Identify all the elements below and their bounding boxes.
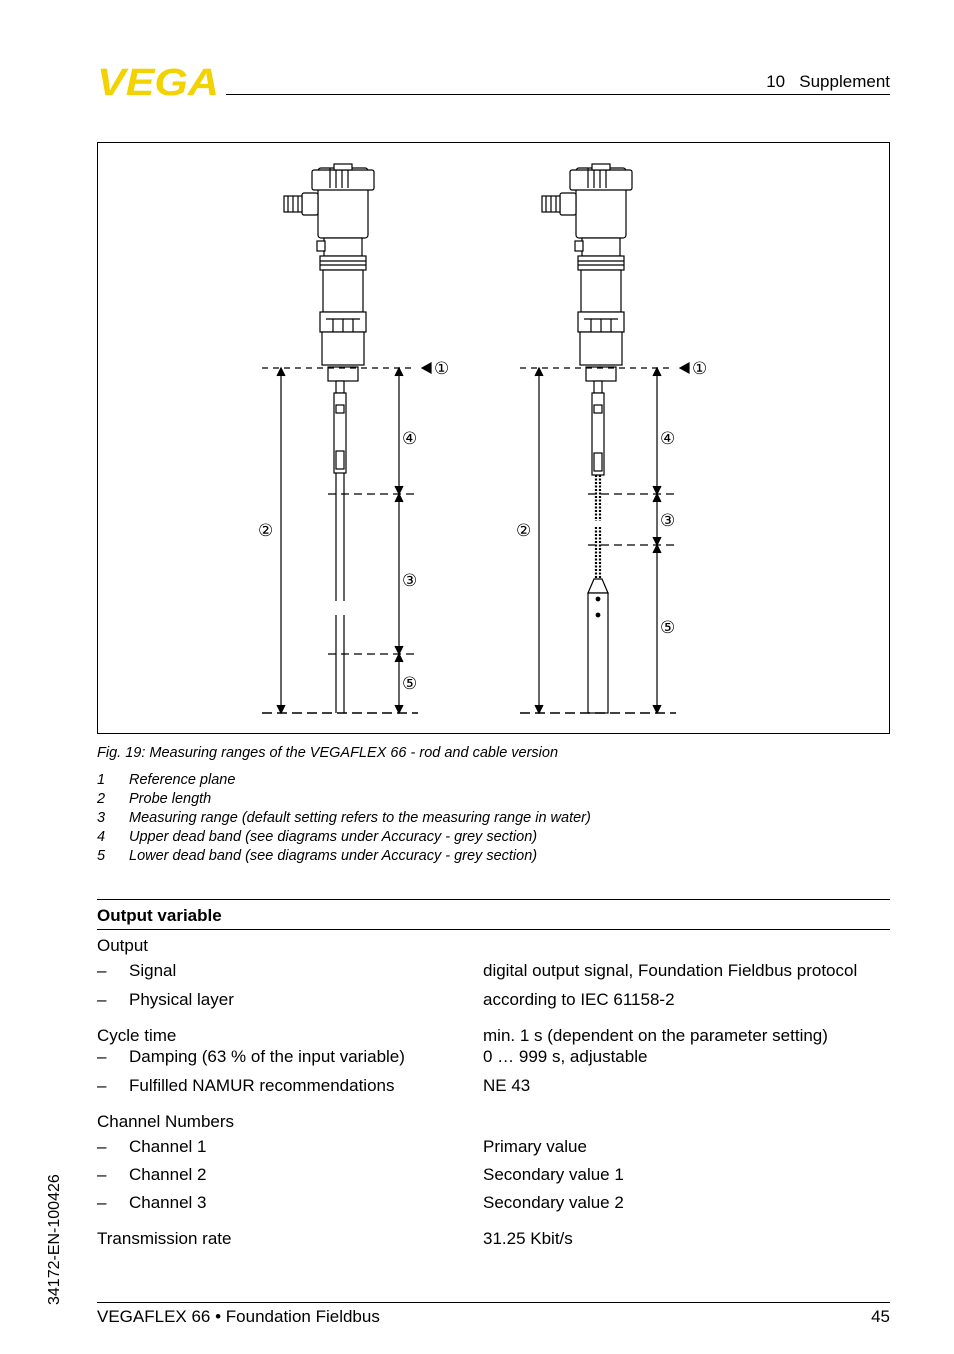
marker-ref-plane-right: ① — [692, 359, 708, 379]
list-dash: – — [97, 961, 107, 980]
damping-label: Damping (63 % of the input variable) — [129, 1047, 405, 1066]
marker-probe-length-left: ② — [258, 521, 274, 541]
channel2-label: Channel 2 — [129, 1165, 207, 1184]
document-code: 34172-EN-100426 — [46, 1174, 63, 1305]
channel1-value: Primary value — [483, 1137, 587, 1156]
section-rule-top — [97, 899, 890, 900]
legend-number: 5 — [97, 848, 106, 864]
legend-text: Lower dead band (see diagrams under Accuracy - grey section) — [129, 848, 538, 864]
signal-value: digital output signal, Foundation Fieldbus protocol — [483, 961, 858, 980]
physical-layer-value: according to IEC 61158-2 — [483, 990, 675, 1009]
marker-ref-plane-left: ① — [434, 359, 450, 379]
list-dash: – — [97, 1137, 107, 1156]
figure-legend — [97, 772, 591, 867]
legend-text: Upper dead band (see diagrams under Accuracy - grey section) — [129, 829, 538, 845]
marker-lower-dead-band-right: ⑤ — [660, 618, 676, 638]
measuring-range-diagram — [98, 143, 889, 733]
header-rule — [226, 94, 890, 95]
marker-upper-dead-band-left: ④ — [402, 429, 418, 449]
figure-caption: Fig. 19: Measuring ranges of the VEGAFLEX 66 - rod and cable version — [97, 745, 559, 761]
damping-value: 0 … 999 s, adjustable — [483, 1047, 648, 1066]
vega-logo-text: VEGA — [97, 64, 219, 98]
page-number: 45 — [871, 1307, 890, 1326]
legend-number: 4 — [97, 829, 106, 845]
list-dash: – — [97, 1047, 107, 1066]
channel1-label: Channel 1 — [129, 1137, 207, 1156]
list-dash: – — [97, 1193, 107, 1212]
legend-item — [97, 810, 591, 829]
marker-upper-dead-band-right: ④ — [660, 429, 676, 449]
rod-version-probe — [284, 164, 374, 713]
transmission-rate-label: Transmission rate — [97, 1229, 232, 1248]
legend-number: 3 — [97, 810, 106, 826]
section-label: 10 Supplement — [766, 72, 890, 91]
list-dash: – — [97, 990, 107, 1009]
channel2-value: Secondary value 1 — [483, 1165, 624, 1184]
channel-numbers-label: Channel Numbers — [97, 1112, 235, 1131]
channel3-label: Channel 3 — [129, 1193, 207, 1212]
list-dash: – — [97, 1165, 107, 1184]
legend-text: Measuring range (default setting refers to the measuring range in water) — [129, 810, 591, 826]
marker-measuring-range-left: ③ — [402, 571, 418, 591]
legend-item — [97, 829, 591, 848]
legend-number: 2 — [97, 791, 106, 807]
figure-frame — [97, 142, 890, 734]
signal-label: Signal — [129, 961, 177, 980]
marker-measuring-range-right: ③ — [660, 511, 676, 531]
namur-value: NE 43 — [483, 1076, 531, 1095]
section-rule-bottom — [97, 929, 890, 930]
list-dash: – — [97, 1076, 107, 1095]
legend-item — [97, 791, 591, 810]
namur-label: Fulfilled NAMUR recommendations — [129, 1076, 395, 1095]
section-title: Output variable — [97, 906, 222, 925]
transmission-rate-value: 31.25 Kbit/s — [483, 1229, 573, 1248]
legend-item — [97, 772, 591, 791]
cycle-time-label: Cycle time — [97, 1026, 177, 1045]
legend-number: 1 — [97, 772, 106, 788]
channel3-value: Secondary value 2 — [483, 1193, 624, 1212]
cable-version-probe — [542, 164, 632, 713]
marker-probe-length-right: ② — [516, 521, 532, 541]
footer-title: VEGAFLEX 66 • Foundation Fieldbus — [97, 1307, 380, 1326]
vega-logo — [97, 64, 221, 98]
cycle-time-value: min. 1 s (dependent on the parameter setting) — [483, 1026, 828, 1045]
footer-rule — [97, 1302, 890, 1303]
legend-text: Probe length — [129, 791, 212, 807]
legend-text: Reference plane — [129, 772, 236, 788]
marker-lower-dead-band-left: ⑤ — [402, 674, 418, 694]
legend-item — [97, 848, 591, 867]
output-label: Output — [97, 936, 149, 955]
physical-layer-label: Physical layer — [129, 990, 234, 1009]
